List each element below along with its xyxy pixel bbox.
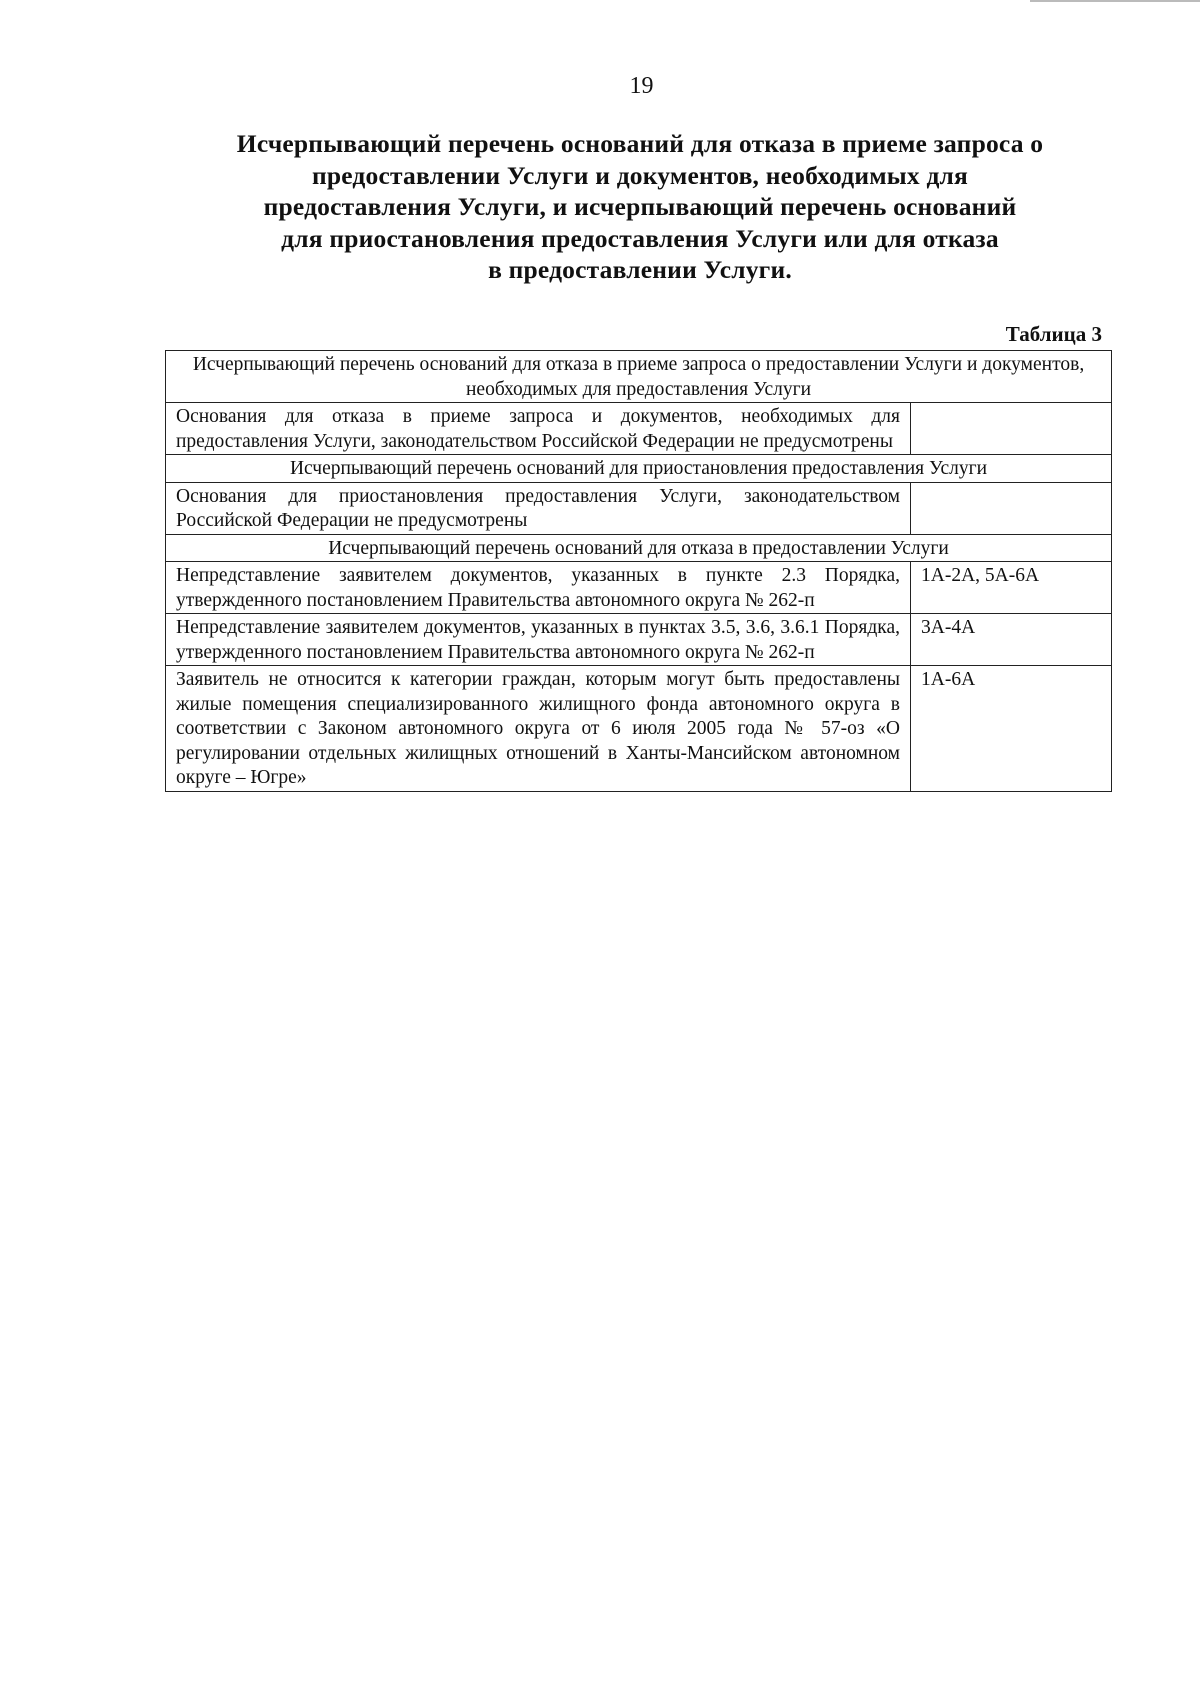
document-title	[170, 128, 1110, 286]
section-header-row	[166, 455, 1112, 483]
codes-cell	[911, 482, 1112, 534]
section-header-reception-refusal: Исчерпывающий перечень оснований для отказа в приеме запроса о предоставлении Услуги и документов, необходимых для предоставления Услуги	[166, 351, 1112, 403]
title-line: предоставлении Услуги и документов, необходимых для	[311, 160, 969, 190]
table-row	[166, 614, 1112, 666]
reason-cell: Основания для отказа в приеме запроса и документов, необходимых для предоставления Услуги, законодательством Российской Федерации не предусмотрены	[166, 403, 911, 455]
reason-cell: Заявитель не относится к категории граждан, которым могут быть предоставлены жилые помещения специализированного жилищного фонда автономного округа в соответствии с Законом автономного округа от 6 июля 2005 года № 57-оз «О регулировании отдельных жилищных отношений в Ханты-Мансийском автономном округе – Югре»	[166, 666, 911, 792]
table-row	[166, 482, 1112, 534]
codes-cell	[911, 403, 1112, 455]
reason-cell: Непредставление заявителем документов, указанных в пунктах 3.5, 3.6, 3.6.1 Порядка, утвержденного постановлением Правительства автономного округа № 262-п	[166, 614, 911, 666]
section-header-row	[166, 534, 1112, 562]
grounds-table	[165, 350, 1112, 792]
section-header-row	[166, 351, 1112, 403]
table-row	[166, 562, 1112, 614]
page-number: 19	[629, 73, 654, 99]
codes-cell: 1А-6А	[911, 666, 1112, 792]
codes-cell: 3А-4А	[911, 614, 1112, 666]
title-line: в предоставлении Услуги.	[488, 255, 792, 284]
reason-cell: Основания для приостановления предоставления Услуги, законодательством Российской Федерации не предусмотрены	[166, 482, 911, 534]
title-line: Исчерпывающий перечень оснований для отказа в приеме запроса о	[236, 129, 1044, 158]
table-caption: Таблица 3	[1005, 322, 1102, 346]
section-header-suspension: Исчерпывающий перечень оснований для приостановления предоставления Услуги	[166, 455, 1112, 483]
codes-cell: 1А-2А, 5А-6А	[911, 562, 1112, 614]
scan-edge-mark	[1030, 0, 1200, 2]
title-line: для приостановления предоставления Услуги или для отказа	[281, 223, 999, 253]
table-row	[166, 403, 1112, 455]
section-header-service-refusal: Исчерпывающий перечень оснований для отказа в предоставлении Услуги	[166, 534, 1112, 562]
reason-cell: Непредставление заявителем документов, указанных в пункте 2.3 Порядка, утвержденного постановлением Правительства автономного округа № 262-п	[166, 562, 911, 614]
title-line: предоставления Услуги, и исчерпывающий перечень оснований	[263, 192, 1017, 221]
table-row	[166, 666, 1112, 792]
